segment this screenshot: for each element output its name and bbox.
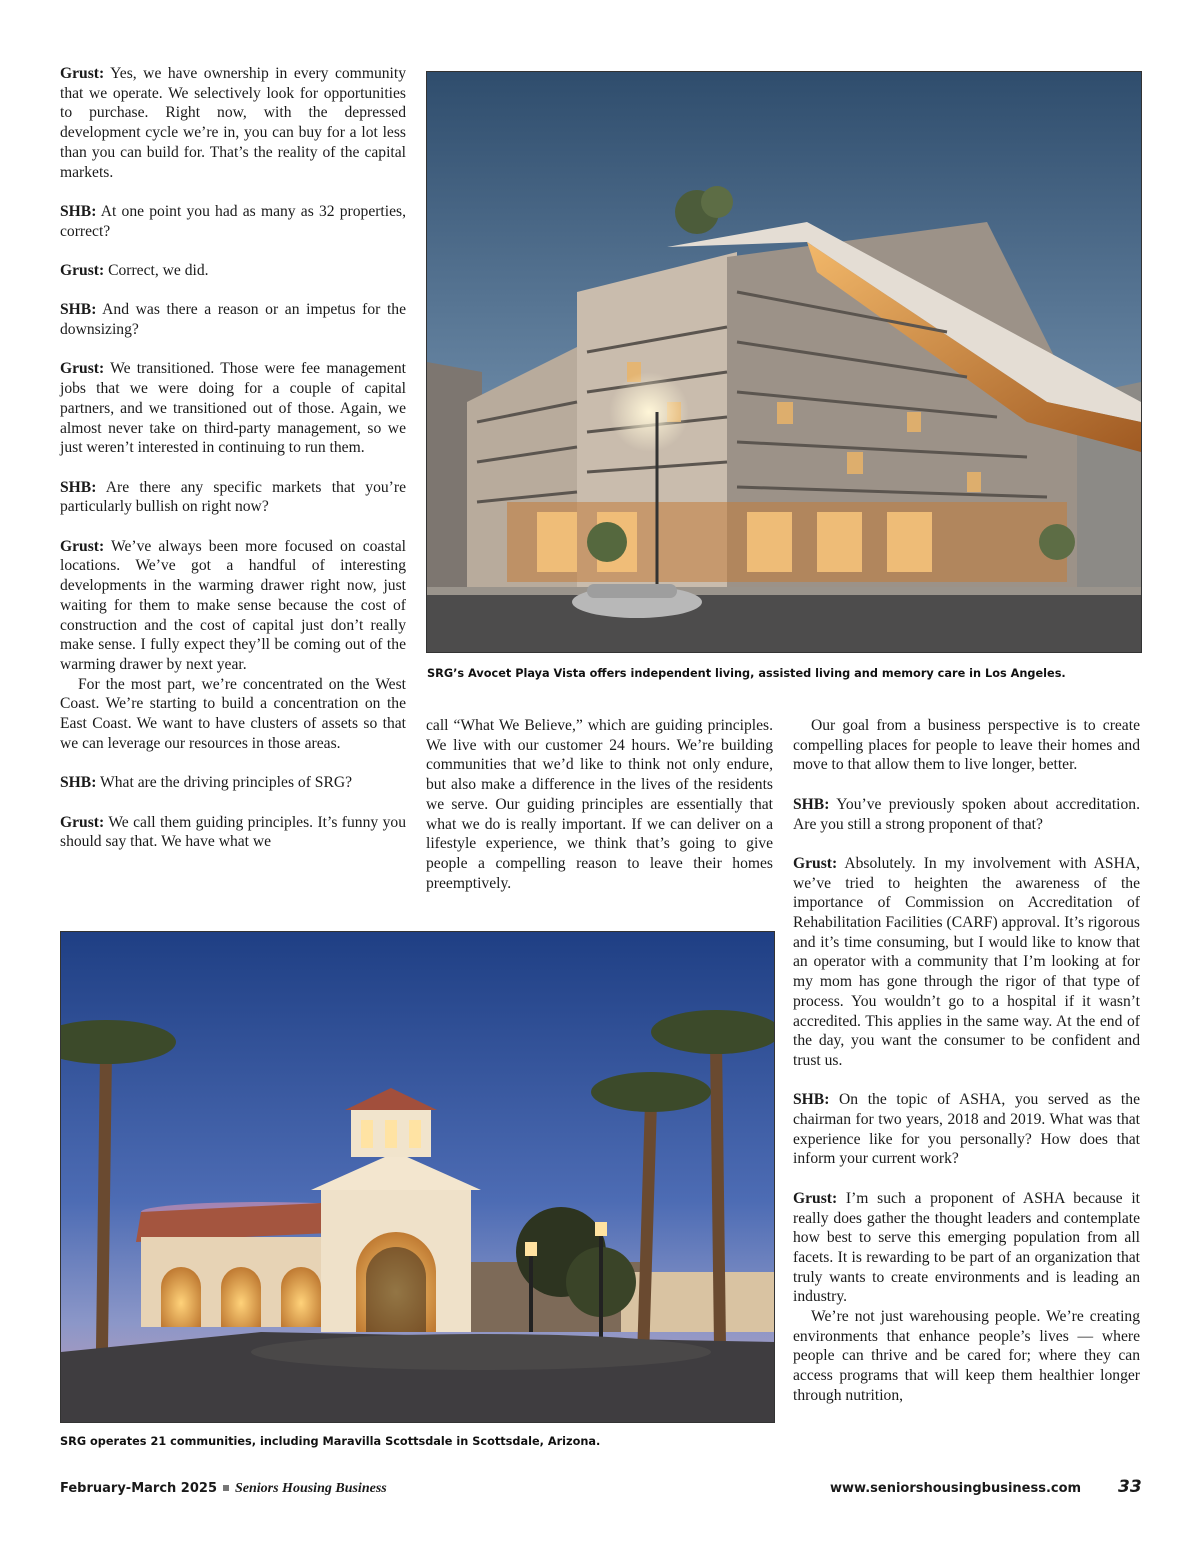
qa-paragraph: SHB: You’ve previously spoken about accreditation. Are you still a strong proponent of that? [793,795,1140,833]
qa-paragraph: Grust: I’m such a proponent of ASHA because it really does gather the thought leaders and contemplate how best to serve this emerging population from all facets. It is rewarding to be part of an organization that truly wants to create environments and is leading an industry. [793,1189,1140,1306]
qa-paragraph: Grust: Yes, we have ownership in every community that we operate. We selectively look for opportunities to purchase. Right now, with the depressed development cycle we’re in, you can buy for a lot less than you can build for. That’s the reality of the capital markets. [60,65,406,181]
qa-paragraph: Grust: Absolutely. In my involvement with ASHA, we’ve tried to heighten the awareness of the importance of Commission on Accreditation of Rehabilitation Facilities (CARF) approval. It’s rigorous and it’s time consuming, but I would like to know that an operator with a community that I’m looking at for my mom has gone through the rigor of that type of process. You wouldn’t go to a hospital if it wasn’t accredited. This applies in the same way. At the end of the day, you want the consumer to be confident and trust us. [793,854,1140,1069]
page-number: 33 [1118,1477,1142,1497]
body-paragraph: Our goal from a business perspective is to create compelling places for people to leave their homes and move to that allow them to live longer, better. [793,717,1140,774]
photo-maravilla-scottsdale [60,931,775,1423]
photo-caption-top: SRG’s Avocet Playa Vista offers independent living, assisted living and memory care in Los Angeles. [427,667,1066,680]
qa-paragraph: SHB: And was there a reason or an impetus for the downsizing? [60,301,406,339]
square-bullet-icon [223,1485,229,1491]
column-1 [60,64,406,852]
column-3 [793,716,1140,1406]
footer-magazine: Seniors Housing Business [234,1481,387,1496]
body-paragraph: call “What We Believe,” which are guiding principles. We live with our customer 24 hours. We’re building communities that we’d like to think not only endure, but also make a difference in the lives of the residents we serve. Our guiding principles are essentially that what we do is really important. If we can deliver on a lifestyle experience, we think that’s going to give people a compelling reason to leave their homes preemptively. [426,717,773,892]
column-2 [426,716,773,893]
qa-paragraph: SHB: At one point you had as many as 32 properties, correct? [60,202,406,240]
photo-avocet-playa-vista [426,71,1142,653]
body-paragraph: We’re not just warehousing people. We’re creating environments that enhance people’s lives — where people can thrive and be cared for; where they can access programs that will keep them healthier longer through nutrition, [793,1308,1140,1404]
qa-paragraph: Grust: We transitioned. Those were fee management jobs that we were doing for a couple of capital partners, and we transitioned out of those. Again, we almost never take on third-party management, so we just weren’t interested in continuing to run them. [60,360,406,457]
qa-paragraph: SHB: On the topic of ASHA, you served as the chairman for two years, 2018 and 2019. What was that experience like for you personally? How does that inform your current work? [793,1091,1140,1168]
photo-caption-bottom: SRG operates 21 communities, including Maravilla Scottsdale in Scottsdale, Arizona. [60,1435,601,1448]
qa-paragraph: SHB: Are there any specific markets that you’re particularly bullish on right now? [60,478,406,516]
qa-paragraph: SHB: What are the driving principles of SRG? [60,774,353,792]
resort-illustration [61,932,774,1422]
footer-url[interactable]: www.seniorshousingbusiness.com [830,1481,1082,1496]
footer-date: February-March 2025 [60,1481,217,1496]
footer-issue [60,1481,387,1497]
building-illustration [427,72,1141,652]
qa-paragraph: Grust: We call them guiding principles. It’s funny you should say that. We have what we [60,813,406,851]
body-paragraph: For the most part, we’re concentrated on the West Coast. We’re starting to build a concentration on the East Coast. We want to have clusters of assets so that we can leverage our resources in those areas. [60,675,406,752]
qa-paragraph: Grust: Correct, we did. [60,262,209,279]
qa-paragraph: Grust: We’ve always been more focused on coastal locations. We’ve got a handful of interesting developments in the warming drawer right now, just waiting for them to make sense because the cost of construction and the cost of capital just don’t really make sense. I fully expect they’ll be coming out of the warming drawer by next year. [60,537,406,673]
